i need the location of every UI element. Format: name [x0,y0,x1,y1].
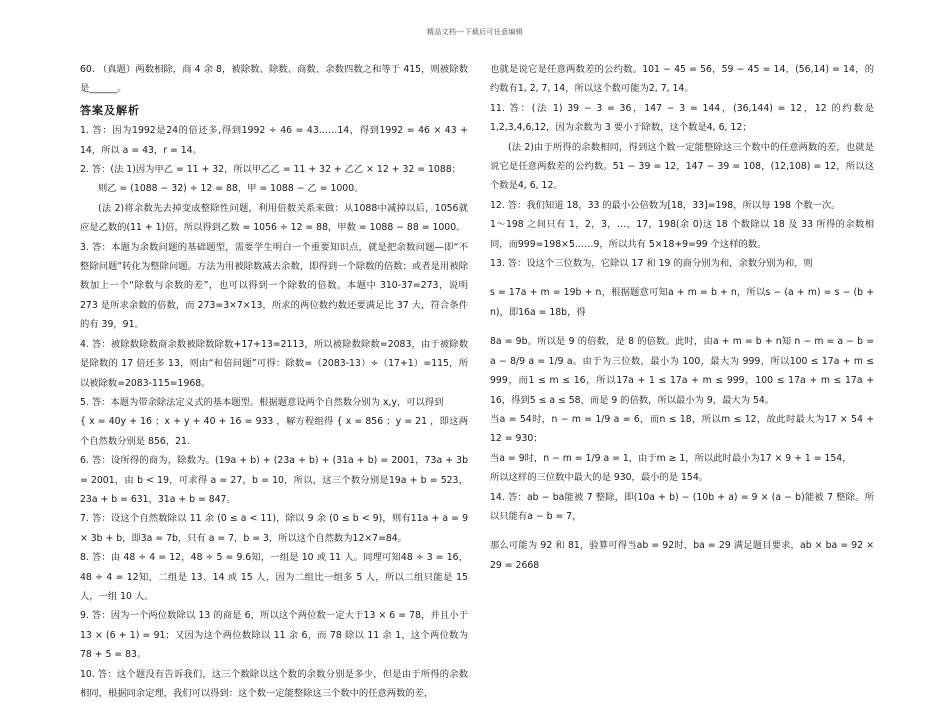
right-column [490,60,874,575]
answer-11-method-2: (法 2)由于所得的余数相同，得到这个数一定能整除这三个数中的任意两数的差，也就是说它是任意两数差的公约数。51 − 39 = 12，147 − 39 = 108，(12,108) = 12，所以这个数是4, 6, 12。 [490,141,874,192]
answer-13-body: 8a = 9b。所以是 9 的倍数，是 8 的倍数。此时，由a + m = b + n知 n − m = a − b = a − 8/9 a = 1/9 a。由于为三位数，最小为 100，最大为 999，所以100 ≤ 17a + m ≤ 999，而1 ≤ m ≤ 16，所以17a + 1 ≤ 17a + m ≤ 999，100 ≤ 17a + m ≤ 17a + 16，得到5 ≤ a ≤ 58，而是 9 的倍数，所以最小为 9，最大为 54。 [490,336,874,406]
answer-14-intro: 14. 答：ab − ba能被 7 整除，即(10a + b) − (10b + a) = 9 × (a − b)能被 7 整除。所以只能有a − b = 7， [490,491,874,522]
answer-13-max-case: 当a = 54时，n − m = 1/9 a = 6，而n ≤ 18，所以m ≤ 12，故此时最大为17 × 54 + 12 = 930； [490,413,874,445]
answer-3: 3. 答：本题为余数问题的基础题型，需要学生明白一个重要知识点，就是把余数问题—即“不整除问题”转化为整除问题。方法为用被除数减去余数，即得到一个除数的倍数；或者是用被除数加上一个“除数与余数的差”，也可以得到一个除数的倍数。本题中 310-37=273，说明 273 是所求余数的倍数，而 273=3×7×13，所求的两位数约数还要满足比 37 大，符合条件的有 39，91。 [80,241,468,331]
answer-13-equation: s = 17a + m = 19b + n，根据题意可知a + m = b + n，所以s − (a + m) = s − (b + n)，即16a = 18b，得 [490,287,874,318]
answer-6: 6. 答：设所得的商为，除数为。(19a + b) + (23a + b) + (31a + b) = 2001，73a + 3b = 2001，由 b < 19，可求得 a = 27，b = 10，所以，这三个数分别是19a + b = 523，23a + b = 631，31a + b = 847。 [80,455,468,505]
answer-13-conclusion: 所以这样的三位数中最大的是 930，最小的是 154。 [490,472,709,484]
answer-2-method-2: (法 2)将余数先去掉变成整除性问题，利用倍数关系来做：从1088中减掉以后，1056就应是乙数的(11 + 1)倍，所以得到乙数 = 1056 ÷ 12 = 88，甲数 = 1088 − 88 = 1000。 [80,202,468,234]
answer-9: 9. 答：因为一个两位数除以 13 的商是 6，所以这个两位数一定大于13 × 6 = 78，并且小于13 × (6 + 1) = 91；又因为这个两位数除以 11 余 6，而 78 除以 11 余 1，这个两位数为78 + 5 = 83。 [80,610,468,661]
answer-5-system: { x = 40y + 16 ；x + y + 40 + 16 = 933 ，解方程组得 { x = 856 ；y = 21 ，即这两个自然数分别是 856，21. [80,416,468,447]
answer-12-body: 1～198 之间只有 1，2，3，…，17，198(余 0)这 18 个数除以 18 及 33 所得的余数相同，而999=198×5……9，所以共有 5×18+9=99 个这样的数。 [490,219,874,250]
page-header: 精品文档---下载后可任意编辑 [426,28,524,36]
question-60: 60. （真题）两数相除，商 4 余 8，被除数、除数、商数、余数四数之和等于 415，则被除数是______。 [80,64,468,95]
section-title: 答案及解析 [80,103,140,117]
answer-4: 4. 答：被除数除数商余数被除数除数+17+13=2113，所以被除数除数=2083，由于被除数是除数的 17 倍还多 13，则由“和倍问题”可得：除数=（2083-13）÷（17+1）=115，所以被除数=2083-115=1968。 [80,338,468,389]
answer-10-continued: 也就是说它是任意两数差的公约数。101 − 45 = 56，59 − 45 = 14，(56,14) = 14，的约数有1, 2, 7, 14，所以这个数可能为2, 7, 14。 [490,64,874,95]
answer-13-min-case: 当a = 9时，n − m = 1/9 a = 1，由于m ≥ 1，所以此时最小为17 × 9 + 1 = 154， [490,452,852,464]
answer-2-result: 则乙 = (1088 − 32) ÷ 12 = 88，甲 = 1088 − 乙 = 1000。 [98,183,364,195]
answer-13-intro: 13. 答：设这个三位数为，它除以 17 和 19 的商分别为和，余数分别为和，则 [490,258,813,270]
answer-8: 8. 答：由 48 ÷ 4 = 12，48 ÷ 5 = 9.6知，一组是 10 或 11 人。同理可知48 ÷ 3 = 16，48 ÷ 4 = 12知，二组是 13、14 或 15 人，因为二组比一组多 5 人，所以二组只能是 15 人，一组 10 人。 [80,552,468,602]
answer-11-method-1: 11. 答：(法 1) 39 − 3 = 36，147 − 3 = 144，(36,144) = 12，12 的约数是1,2,3,4,6,12，因为余数为 3 要小于除数，这个数是4, 6, 12； [490,102,874,134]
left-column [80,60,468,703]
answer-7: 7. 答：设这个自然数除以 11 余 (0 ≤ a < 11)，除以 9 余 (0 ≤ b < 9)，则有11a + a = 9 × 3b + b，即3a = 7b，只有 a = 7，b = 3，所以这个自然数为12×7=84。 [80,513,468,544]
answer-2-method-1: 2. 答：(法 1)因为甲乙 = 11 + 32，所以甲乙乙 = 11 + 32 + 乙乙 × 12 + 32 = 1088； [80,164,461,176]
answer-1: 1. 答：因为1992是24的倍还多,得到1992 ÷ 46 = 43……14，得到1992 = 46 × 43 + 14，所以 a = 43，r = 14。 [80,125,468,156]
answer-12-intro: 12. 答：我们知道 18，33 的最小公倍数为[18，33]=198，所以每 198 个数一次。 [490,199,841,211]
answer-10: 10. 答：这个题没有告诉我们，这三个数除以这个数的余数分别是多少，但是由于所得的余数相同，根据同余定理，我们可以得到：这个数一定能整除这三个数中的任意两数的差， [80,668,468,699]
answer-5-intro: 5. 答：本题为带余除法定义式的基本题型。根据题意设两个自然数分别为 x,y，可以得到 [80,396,444,408]
answer-14-result: 那么可能为 92 和 81，验算可得当ab = 92时，ba = 29 满足题目要求，ab × ba = 92 × 29 = 2668 [490,540,874,571]
